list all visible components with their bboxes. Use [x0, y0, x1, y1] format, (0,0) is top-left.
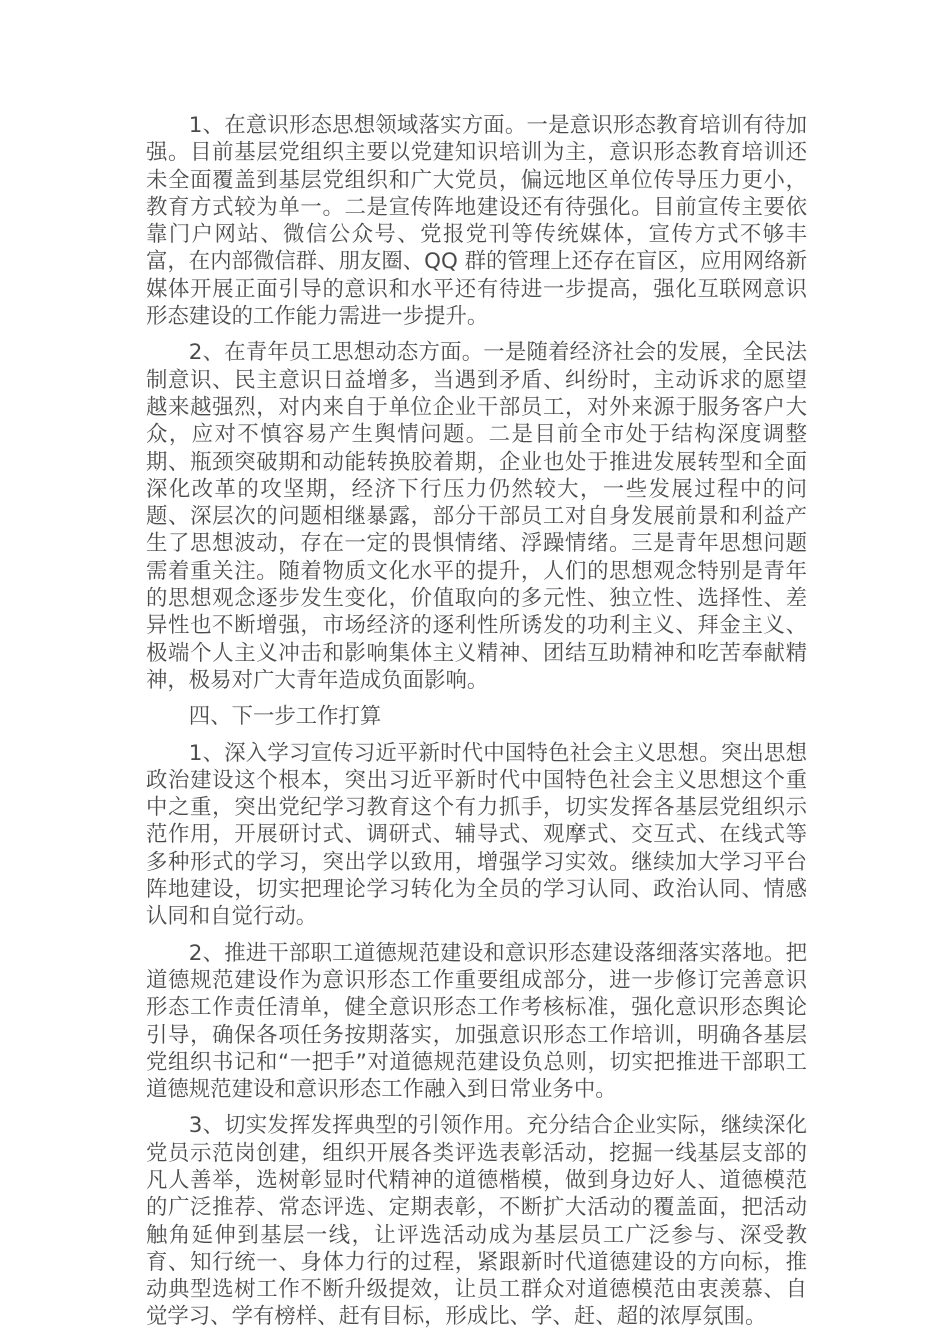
document-text-body [146, 112, 807, 1331]
paragraph-moral-norms-construction: 2、推进干部职工道德规范建设和意识形态建设落细落实落地。把道德规范建设作为意识形态工作重要组成部分，进一步修订完善意识形态工作责任清单，健全意识形态工作考核标准，强化意识形态舆论引导，确保各项任务按期落实，加强意识形态工作培训，明确各基层党组织书记和“一把手”对道德规范建设负总则，切实把推进干部职工道德规范建设和意识形态工作融入到日常业务中。 [146, 940, 807, 1103]
paragraph-role-model-leadership: 3、切实发挥发挥典型的引领作用。充分结合企业实际，继续深化党员示范岗创建，组织开展各类评选表彰活动，挖掘一线基层支部的凡人善举，选树彰显时代精神的道德楷模，做到身边好人、道德模范的广泛推荐、常态评选、定期表彰，不断扩大活动的覆盖面，把活动触角延伸到基层一线，让评选活动成为基层员工广泛参与、深受教育、知行统一、身体力行的过程，紧跟新时代道德建设的方向标，推动典型选树工作不断升级提效，让员工群众对道德模范由衷羡慕、自觉学习、学有榜样、赶有目标，形成比、学、赶、超的浓厚氛围。 [146, 1113, 807, 1330]
section-heading-next-steps: 四、下一步工作打算 [188, 704, 382, 730]
paragraph-ideology-implementation: 1、在意识形态思想领域落实方面。一是意识形态教育培训有待加强。目前基层党组织主要以党建知识培训为主，意识形态教育培训还未全面覆盖到基层党组织和广大党员，偏远地区单位传导压力更小，教育方式较为单一。二是宣传阵地建设还有待强化。目前宣传主要依靠门户网站、微信公众号、党报党刊等传统媒体，宣传方式不够丰富，在内部微信群、朋友圈、QQ 群的管理上还存在盲区，应用网络新媒体开展正面引导的意识和水平还有待进一步提高，强化互联网意识形态建设的工作能力需进一步提升。 [146, 113, 807, 330]
paragraph-youth-staff-thinking: 2、在青年员工思想动态方面。一是随着经济社会的发展，全民法制意识、民主意识日益增多，当遇到矛盾、纠纷时，主动诉求的愿望越来越强烈，对内来自于单位企业干部员工，对外来源于服务客户大众，应对不慎容易产生舆情问题。二是目前全市处于结构深度调整期、瓶颈突破期和动能转换胶着期，企业也处于推进发展转型和全面深化改革的攻坚期，经济下行压力仍然较大，一些发展过程中的问题、深层次的问题相继暴露，部分干部员工对自身发展前景和利益产生了思想波动，存在一定的畏惧情绪、浮躁情绪。三是青年思想问题需着重关注。随着物质文化水平的提升，人们的思想观念特别是青年的思想观念逐步发生变化，价值取向的多元性、独立性、选择性、差异性也不断增强，市场经济的逐利性所诱发的功利主义、拜金主义、极端个人主义冲击和影响集体主义精神、团结互助精神和吃苦奉献精神，极易对广大青年造成负面影响。 [146, 340, 807, 693]
paragraph-study-xi-thought: 1、深入学习宣传习近平新时代中国特色社会主义思想。突出思想政治建设这个根本，突出习近平新时代中国特色社会主义思想这个重中之重，突出党纪学习教育这个有力抓手，切实发挥各基层党组织示范作用，开展研讨式、调研式、辅导式、观摩式、交互式、在线式等多种形式的学习，突出学以致用，增强学习实效。继续加大学习平台阵地建设，切实把理论学习转化为全员的学习认同、政治认同、情感认同和自觉行动。 [146, 740, 807, 930]
